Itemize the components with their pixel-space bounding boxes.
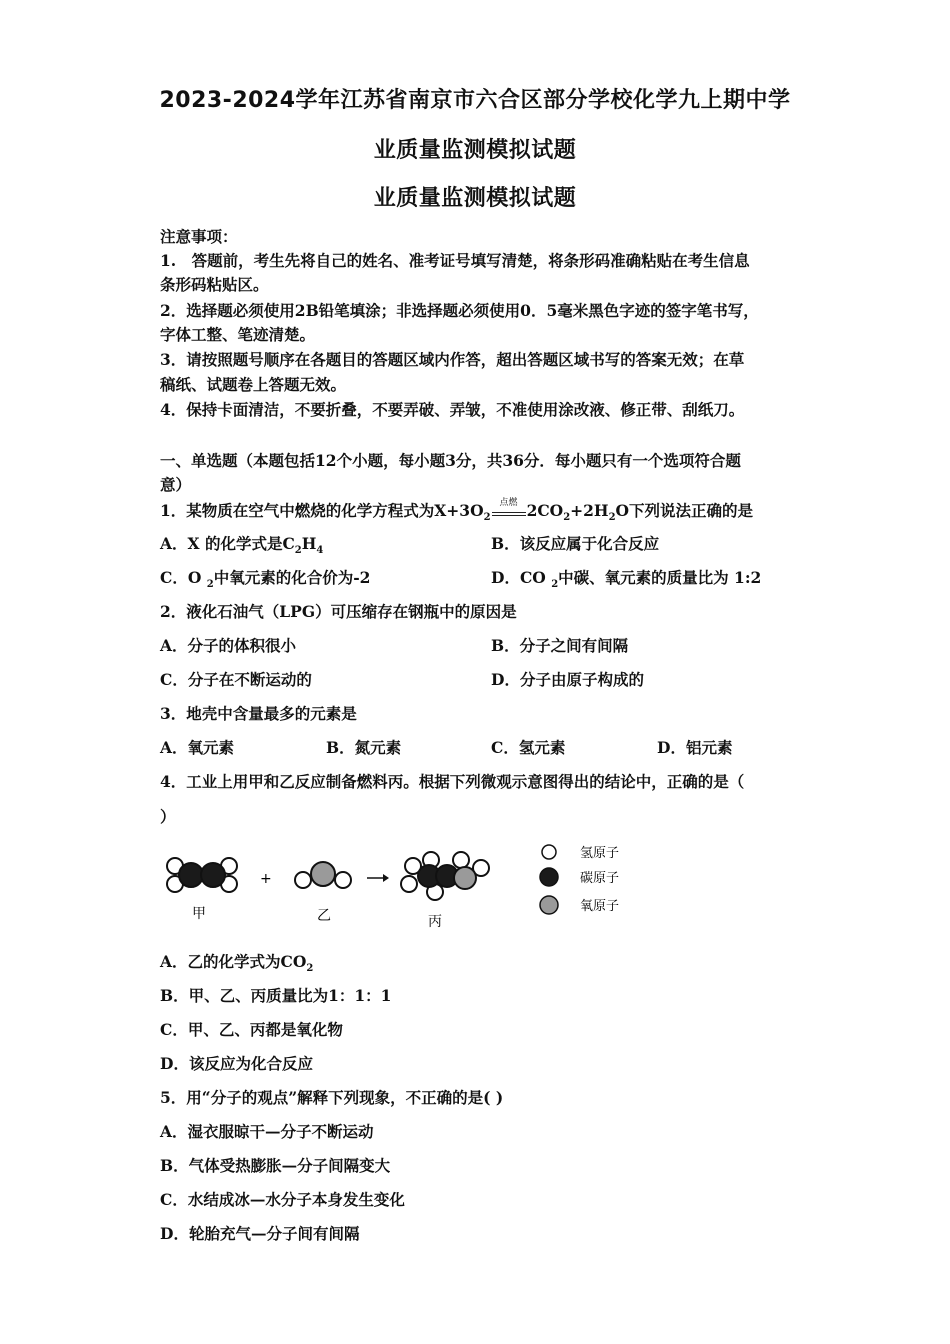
q3-stem: 3．地壳中含量最多的元素是: [160, 704, 357, 723]
diagram-legend: [540, 845, 558, 914]
q4-option-a-sub: 2: [306, 963, 314, 975]
q4-stem-cont: ）: [160, 807, 176, 826]
q4-option-b: B．甲、乙、丙质量比为1：1：1: [160, 986, 392, 1005]
notice-item-3: 3．请按照题号顺序在各题目的答题区域内作答，超出答题区域书写的答案无效；在草: [160, 350, 745, 369]
q4-option-c: C．甲、乙、丙都是氧化物: [160, 1020, 343, 1039]
q3-option-a: A．氧元素: [160, 738, 235, 757]
q5-option-a: A．湿衣服晾干—分子不断运动: [160, 1122, 374, 1141]
q1-stem-c-sub: 2: [608, 512, 616, 524]
legend-hydrogen-label: 氢原子: [580, 846, 620, 861]
q1-stem: [160, 500, 753, 529]
reaction-svg: [155, 838, 655, 933]
q4-option-a-text: A．乙的化学式为CO: [160, 952, 307, 971]
label-jia: 甲: [192, 906, 206, 922]
notice-item-4: 4．保持卡面清洁，不要折叠，不要弄破、弄皱，不准使用涂改液、修正带、刮纸刀。: [160, 400, 745, 419]
q4-option-a: [160, 951, 313, 980]
molecule-bing: [401, 852, 489, 900]
carbon-atom: [201, 863, 225, 887]
q1-option-d: [491, 567, 761, 596]
molecule-yi: [295, 862, 351, 888]
q4-option-d: D．该反应为化合反应: [160, 1054, 313, 1073]
q1-option-c-text: C．O: [160, 568, 207, 587]
hydrogen-atom: [295, 872, 311, 888]
carbon-atom: [179, 863, 203, 887]
q5-option-d: D．轮胎充气—分子间有间隔: [160, 1224, 360, 1243]
arrow-icon: [367, 874, 389, 882]
q3-option-b: B．氮元素: [326, 738, 402, 757]
q3-option-c: C．氢元素: [491, 738, 566, 757]
hydrogen-atom: [335, 872, 351, 888]
legend-carbon-icon: [540, 868, 558, 886]
q1-option-d-rest: 中碳、氧元素的质量比为 1:2: [558, 568, 762, 587]
q5-option-c: C．水结成冰—水分子本身发生变化: [160, 1190, 405, 1209]
q1-option-a-sub1: 2: [294, 545, 302, 557]
title-line-3: 业质量监测模拟试题: [373, 186, 577, 211]
section-heading: 一、单选题（本题包括12个小题，每小题3分，共36分．每小题只有一个选项符合题: [160, 451, 741, 470]
label-bing: 丙: [428, 914, 442, 930]
oxygen-atom: [311, 862, 335, 886]
q1-stem-sub: 2: [483, 512, 491, 524]
q1-stem-part-c: +2H: [570, 501, 609, 520]
q1-option-c: [160, 567, 370, 596]
notice-item-3-cont: 稿纸、试题卷上答题无效。: [160, 375, 347, 394]
q1-option-d-sub: 2: [551, 579, 559, 591]
hydrogen-atom: [453, 852, 469, 868]
section-heading-cont: 意）: [160, 475, 192, 494]
q1-stem-part-d: O下列说法正确的是: [615, 501, 754, 520]
reaction-condition: [492, 498, 526, 519]
q2-option-c: C．分子在不断运动的: [160, 670, 312, 689]
q1-option-b: B．该反应属于化合反应: [491, 534, 660, 553]
notice-item-1-cont: 条形码粘贴区。: [160, 275, 269, 294]
legend-carbon-label: 碳原子: [580, 871, 620, 886]
legend-oxygen-icon: [540, 896, 558, 914]
micro-reaction-diagram: [155, 838, 655, 933]
q5-stem: 5．用“分子的观点”解释下列现象，不正确的是( ): [160, 1088, 504, 1107]
legend-hydrogen-icon: [542, 845, 556, 859]
notice-item-1: 1. 答题前，考生先将自己的姓名、准考证号填写清楚，将条形码准确粘贴在考生信息: [160, 251, 750, 270]
label-yi: 乙: [317, 908, 331, 924]
q3-option-d: D．铝元素: [657, 738, 733, 757]
q1-stem-part-b: 2CO: [526, 501, 564, 520]
q1-option-a-mid: H: [301, 534, 317, 553]
hydrogen-atom: [401, 876, 417, 892]
notice-item-2: 2．选择题必须使用2B铅笔填涂；非选择题必须使用0．5毫米黑色字迹的签字笔书写，: [160, 301, 759, 320]
notice-heading: 注意事项：: [160, 227, 238, 246]
q2-option-a: A．分子的体积很小: [160, 636, 297, 655]
q5-option-b: B．气体受热膨胀—分子间隔变大: [160, 1156, 391, 1175]
title-line-1: 2023-2024学年江苏省南京市六合区部分学校化学九上期中学: [159, 88, 791, 113]
legend-oxygen-label: 氧原子: [580, 899, 620, 914]
q1-stem-b-sub: 2: [563, 512, 571, 524]
q2-option-b: B．分子之间有间隔: [491, 636, 629, 655]
reaction-condition-text: 点燃: [499, 498, 518, 508]
q1-option-a-sub2: 4: [316, 545, 324, 557]
q1-option-c-rest: 中氧元素的化合价为-2: [213, 568, 371, 587]
oxygen-atom: [454, 867, 476, 889]
condition-bar-top: [492, 512, 526, 513]
q1-option-a-text: A．X 的化学式是C: [160, 534, 295, 553]
q2-stem: 2．液化石油气（LPG）可压缩存在钢瓶中的原因是: [160, 602, 517, 621]
title-line-2: 业质量监测模拟试题: [373, 138, 577, 163]
q1-option-d-text: D．CO: [491, 568, 552, 587]
q4-stem: 4．工业上用甲和乙反应制备燃料丙。根据下列微观示意图得出的结论中，正确的是（: [160, 772, 745, 791]
notice-item-2-cont: 字体工整、笔迹清楚。: [160, 325, 316, 344]
q1-option-c-sub: 2: [206, 579, 214, 591]
plus-sign: +: [260, 871, 272, 887]
q1-stem-part-a: 1．某物质在空气中燃烧的化学方程式为X+3O: [160, 501, 484, 520]
condition-bar-bottom: [492, 515, 526, 516]
q1-option-a: [160, 533, 323, 562]
q2-option-d: D．分子由原子构成的: [491, 670, 644, 689]
molecule-jia: [167, 858, 237, 892]
